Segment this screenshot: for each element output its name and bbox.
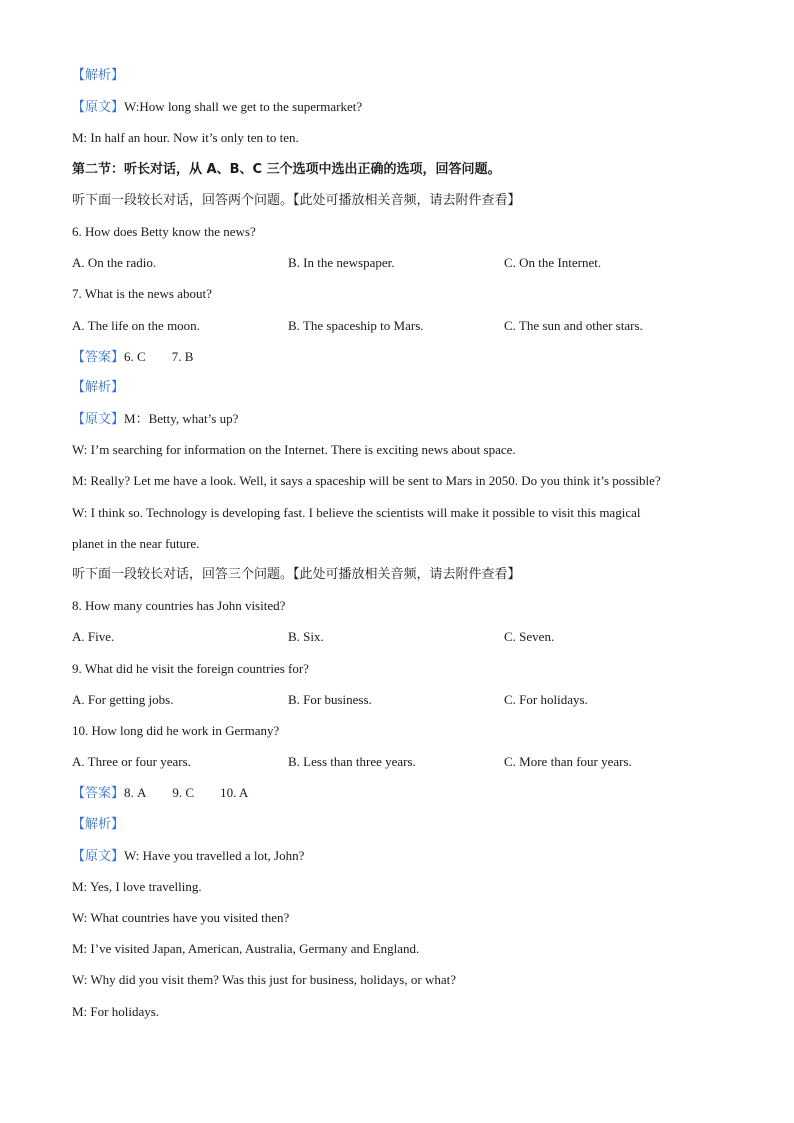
dialogue-line: M: In half an hour. Now it’s only ten to ten.: [72, 130, 299, 146]
option-b: B. In the newspaper.: [288, 255, 395, 271]
option-c: C. Seven.: [504, 629, 555, 645]
options-6: [72, 247, 722, 278]
instruction-line: 听下面一段较长对话，回答三个问题。【此处可播放相关音频，请去附件查看】: [72, 567, 521, 582]
answer-9: 9. C: [172, 785, 195, 801]
dialogue-line: M: I’ve visited Japan, American, Australia, Germany and England.: [72, 941, 420, 957]
question-6: 6. How does Betty know the news?: [72, 223, 256, 239]
option-a: A. The life on the moon.: [72, 317, 200, 333]
answer-8: 8. A: [124, 785, 147, 801]
transcript-label: 【原文】: [72, 848, 125, 864]
option-c: C. On the Internet.: [504, 255, 602, 271]
dialogue-line: M: Yes, I love travelling.: [72, 878, 202, 894]
option-b: B. For business.: [288, 691, 372, 707]
transcript-text: W:How long shall we get to the supermarket?: [124, 99, 363, 115]
instruction-line: 听下面一段较长对话，回答两个问题。【此处可播放相关音频，请去附件查看】: [72, 192, 521, 208]
dialogue-line: W: What countries have you visited then?: [72, 910, 290, 926]
transcript-line: [72, 840, 722, 871]
answer-line: [72, 341, 722, 372]
options-10: [72, 746, 722, 777]
transcript-text: M：Betty, what’s up?: [124, 411, 239, 427]
option-a: A. On the radio.: [72, 255, 157, 271]
answer-label: 【答案】: [72, 786, 125, 802]
question-9: 9. What did he visit the foreign countries for?: [72, 660, 309, 676]
dialogue-line: W: I think so. Technology is developing fast. I believe the scientists will make it possible to visit this magical: [72, 504, 641, 520]
transcript-line: [72, 91, 722, 122]
option-b: B. Six.: [288, 629, 324, 645]
transcript-line: [72, 403, 722, 434]
dialogue-line: M: Really? Let me have a look. Well, it says a spaceship will be sent to Mars in 2050. Do you think it’s possible?: [72, 473, 661, 489]
document-page: [72, 60, 722, 1027]
option-c: C. For holidays.: [504, 691, 588, 707]
dialogue-line: planet in the near future.: [72, 535, 200, 551]
analysis-label: 【解析】: [72, 68, 125, 83]
transcript-label: 【原文】: [72, 100, 125, 116]
question-8: 8. How many countries has John visited?: [72, 598, 286, 614]
answer-label: 【答案】: [72, 349, 125, 365]
option-a: A. For getting jobs.: [72, 691, 174, 707]
option-a: A. Five.: [72, 629, 115, 645]
answer-6: 6. C: [124, 348, 146, 364]
options-9: [72, 684, 722, 715]
option-b: B. Less than three years.: [288, 754, 416, 770]
option-b: B. The spaceship to Mars.: [288, 317, 424, 333]
transcript-label: 【原文】: [72, 412, 125, 428]
dialogue-line: M: For holidays.: [72, 1003, 160, 1019]
dialogue-line: W: I’m searching for information on the Internet. There is exciting news about space.: [72, 442, 516, 458]
question-7: 7. What is the news about?: [72, 286, 212, 302]
question-10: 10. How long did he work in Germany?: [72, 722, 280, 738]
analysis-label: 【解析】: [72, 816, 125, 832]
options-7: [72, 310, 722, 341]
transcript-text: W: Have you travelled a lot, John?: [124, 847, 305, 863]
options-8: [72, 621, 722, 652]
option-a: A. Three or four years.: [72, 754, 191, 770]
dialogue-line: W: Why did you visit them? Was this just for business, holidays, or what?: [72, 972, 456, 988]
option-c: C. More than four years.: [504, 754, 632, 770]
analysis-label: 【解析】: [72, 379, 125, 395]
answer-line: [72, 777, 722, 808]
answer-7: 7. B: [171, 348, 194, 364]
section-heading: 第二节：听长对话，从 A、B、C 三个选项中选出正确的选项，回答问题。: [72, 161, 501, 177]
option-c: C. The sun and other stars.: [504, 317, 643, 333]
answer-10: 10. A: [220, 785, 249, 801]
